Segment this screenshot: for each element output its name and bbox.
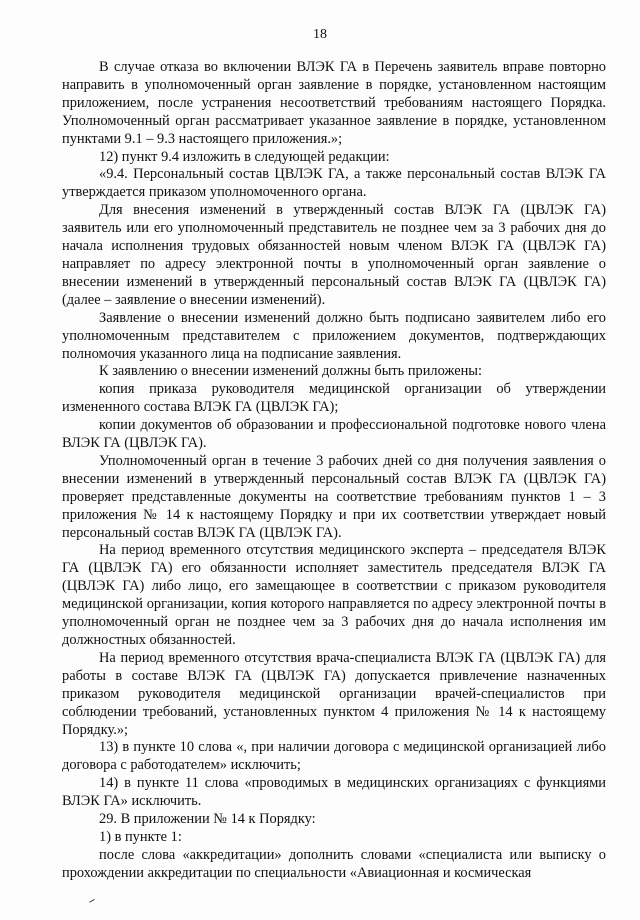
paragraph: 13) в пункте 10 слова «, при наличии договора с медицинской организацией либо договора с работодателем» исключить; [62, 739, 606, 774]
document-body [62, 59, 606, 883]
paragraph: копии документов об образовании и профессиональной подготовке нового члена ВЛЭК ГА (ЦВЛЭК ГА). [62, 417, 606, 452]
paragraph: 1) в пункте 1: [99, 828, 182, 845]
paragraph: Для внесения изменений в утвержденный состав ВЛЭК ГА (ЦВЛЭК ГА) заявитель или его уполномоченный представитель не позднее чем за 3 рабочих дня до начала исполнения трудовых обязанностей новым членом ВЛЭК ГА (ЦВЛЭК ГА) направляет по адресу электронной почты в уполномоченный орган заявление о внесении изменений в утвержденный персональный состав ВЛЭК ГА (ЦВЛЭК ГА) (далее – заявление о внесении изменений). [62, 202, 606, 308]
paragraph: В случае отказа во включении ВЛЭК ГА в Перечень заявитель вправе повторно направить в уполномоченный орган заявление в порядке, установленном настоящим приложением, после устранения несоответствий требованиям настоящего Порядка. Уполномоченный орган рассматривает указанное заявление в порядке, установленном пунктами 9.1 – 9.3 настоящего приложения.»; [62, 59, 606, 147]
paragraph: 29. В приложении № 14 к Порядку: [99, 811, 316, 828]
paragraph: копия приказа руководителя медицинской организации об утверждении измененного состава ВЛЭК ГА (ЦВЛЭК ГА); [62, 381, 606, 416]
paragraph: после слова «аккредитации» дополнить словами «специалиста или выписку о прохождении аккредитации по специальности «Авиационная и космическая [62, 846, 606, 881]
paragraph: Уполномоченный орган в течение 3 рабочих дней со дня получения заявления о внесении изменений в утвержденный персональный состав ВЛЭК ГА (ЦВЛЭК ГА) проверяет представленные документы на соответствие требованиям пунктов 1 – 3 приложения № 14 к настоящему Порядку и при их соответствии утверждает новый персональный состав ВЛЭК ГА (ЦВЛЭК ГА). [62, 452, 606, 541]
scan-mark [89, 899, 97, 906]
paragraph: К заявлению о внесении изменений должны быть приложены: [99, 363, 482, 380]
paragraph: На период временного отсутствия врача-специалиста ВЛЭК ГА (ЦВЛЭК ГА) для работы в составе ВЛЭК ГА (ЦВЛЭК ГА) допускается привлечение назначенных приказом руководителя медицинской организации врачей-специалистов при соблюдении требований, установленных пунктом 4 приложения № 14 к настоящему Порядку.»; [62, 649, 606, 738]
paragraph: На период временного отсутствия медицинского эксперта – председателя ВЛЭК ГА (ЦВЛЭК ГА) его обязанности исполняет заместитель председателя ВЛЭК ГА (ЦВЛЭК ГА) либо лицо, его замещающее в соответствии с приказом руководителя медицинской организации, копия которого направляется по адресу электронной почты в уполномоченный орган не позднее чем за 3 рабочих дня до начала исполнения им должностных обязанностей. [62, 542, 606, 648]
paragraph: 14) в пункте 11 слова «проводимых в медицинских организациях с функциями ВЛЭК ГА» исключить. [62, 775, 606, 810]
paragraph: 12) пункт 9.4 изложить в следующей редакции: [99, 148, 390, 165]
paragraph: «9.4. Персональный состав ЦВЛЭК ГА, а также персональный состав ВЛЭК ГА утверждается приказом уполномоченного органа. [62, 166, 606, 201]
page-number: 18 [313, 27, 327, 42]
paragraph: Заявление о внесении изменений должно быть подписано заявителем либо его уполномоченным представителем с приложением документов, подтверждающих полномочия указанного лица на подписание заявления. [62, 309, 606, 362]
